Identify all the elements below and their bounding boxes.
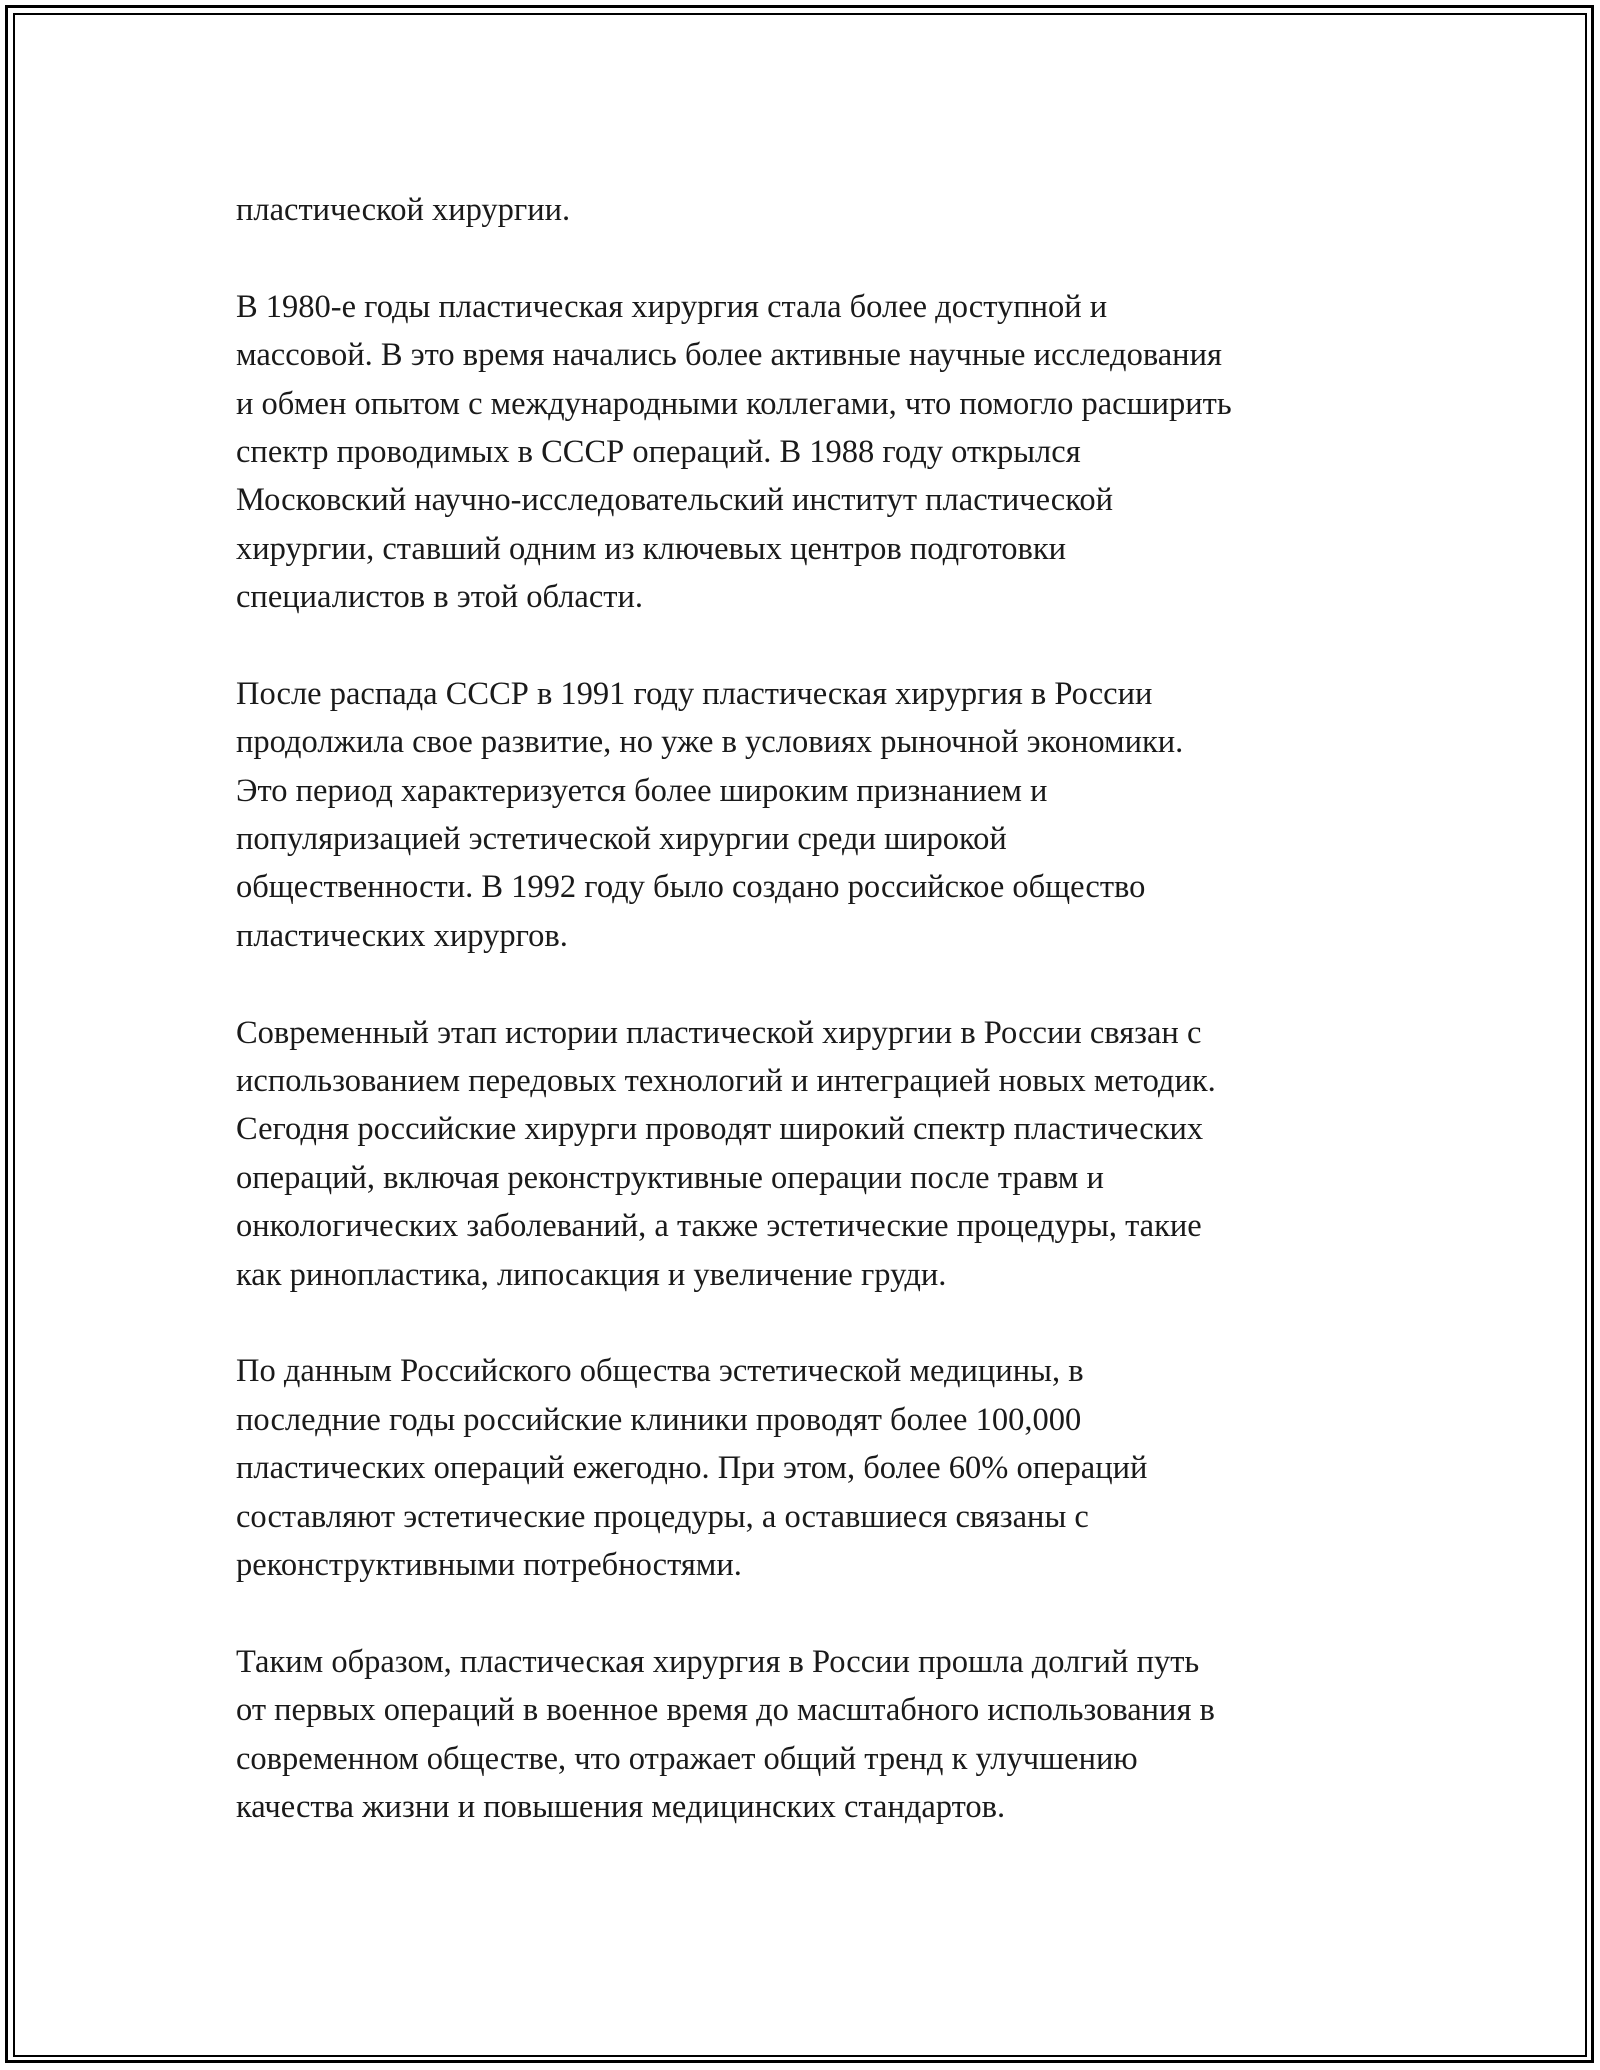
text-line: операций, включая реконструктивные операции после травм и <box>236 1159 1104 1196</box>
text-line: Сегодня российские хирурги проводят широкий спектр пластических <box>236 1111 1204 1148</box>
paragraph <box>236 283 1386 622</box>
text-line: последние годы российские клиники проводят более 100,000 <box>236 1401 1082 1438</box>
text-line: Таким образом, пластическая хирургия в России прошла долгий путь <box>236 1643 1200 1680</box>
text-line: от первых операций в военное время до масштабного использования в <box>236 1692 1215 1729</box>
text-line: онкологических заболеваний, а также эстетические процедуры, такие <box>236 1208 1202 1245</box>
text-line: популяризацией эстетической хирургии среди широкой <box>236 821 1007 858</box>
paragraph <box>236 1009 1386 1299</box>
text-line: Современный этап истории пластической хирургии в России связан с <box>236 1014 1202 1051</box>
text-line: В 1980-е годы пластическая хирургия стала более доступной и <box>236 288 1108 325</box>
text-line: По данным Российского общества эстетической медицины, в <box>236 1353 1084 1390</box>
text-line: Московский научно-исследовательский институт пластической <box>236 482 1114 519</box>
text-line: пластической хирургии. <box>236 192 571 228</box>
text-line: Это период характеризуется более широким признанием и <box>236 772 1048 809</box>
text-line: и обмен опытом с международными коллегами, что помогло расширить <box>236 385 1232 422</box>
paragraph <box>236 1347 1386 1589</box>
text-line: как ринопластика, липосакция и увеличение груди. <box>236 1256 947 1293</box>
text-line: составляют эстетические процедуры, а оставшиеся связаны с <box>236 1498 1089 1535</box>
text-line: современном обществе, что отражает общий тренд к улучшению <box>236 1740 1138 1777</box>
paragraph <box>236 186 1386 234</box>
text-line: качества жизни и повышения медицинских стандартов. <box>236 1788 1006 1825</box>
text-line: специалистов в этой области. <box>236 579 643 616</box>
document-body <box>236 186 1386 1831</box>
text-line: массовой. В это время начались более активные научные исследования <box>236 337 1222 374</box>
text-line: После распада СССР в 1991 году пластическая хирургия в России <box>236 675 1153 712</box>
text-line: реконструктивными потребностями. <box>236 1546 742 1583</box>
paragraph <box>236 1638 1386 1832</box>
text-line: продолжила свое развитие, но уже в условиях рыночной экономики. <box>236 724 1184 761</box>
text-line: общественности. В 1992 году было создано российское общество <box>236 869 1146 906</box>
text-line: использованием передовых технологий и интеграцией новых методик. <box>236 1063 1216 1100</box>
text-line: хирургии, ставший одним из ключевых центров подготовки <box>236 530 1067 567</box>
text-line: спектр проводимых в СССР операций. В 1988 году открылся <box>236 433 1081 470</box>
text-line: пластических операций ежегодно. При этом, более 60% операций <box>236 1450 1148 1487</box>
paragraph <box>236 670 1386 960</box>
text-line: пластических хирургов. <box>236 917 568 954</box>
